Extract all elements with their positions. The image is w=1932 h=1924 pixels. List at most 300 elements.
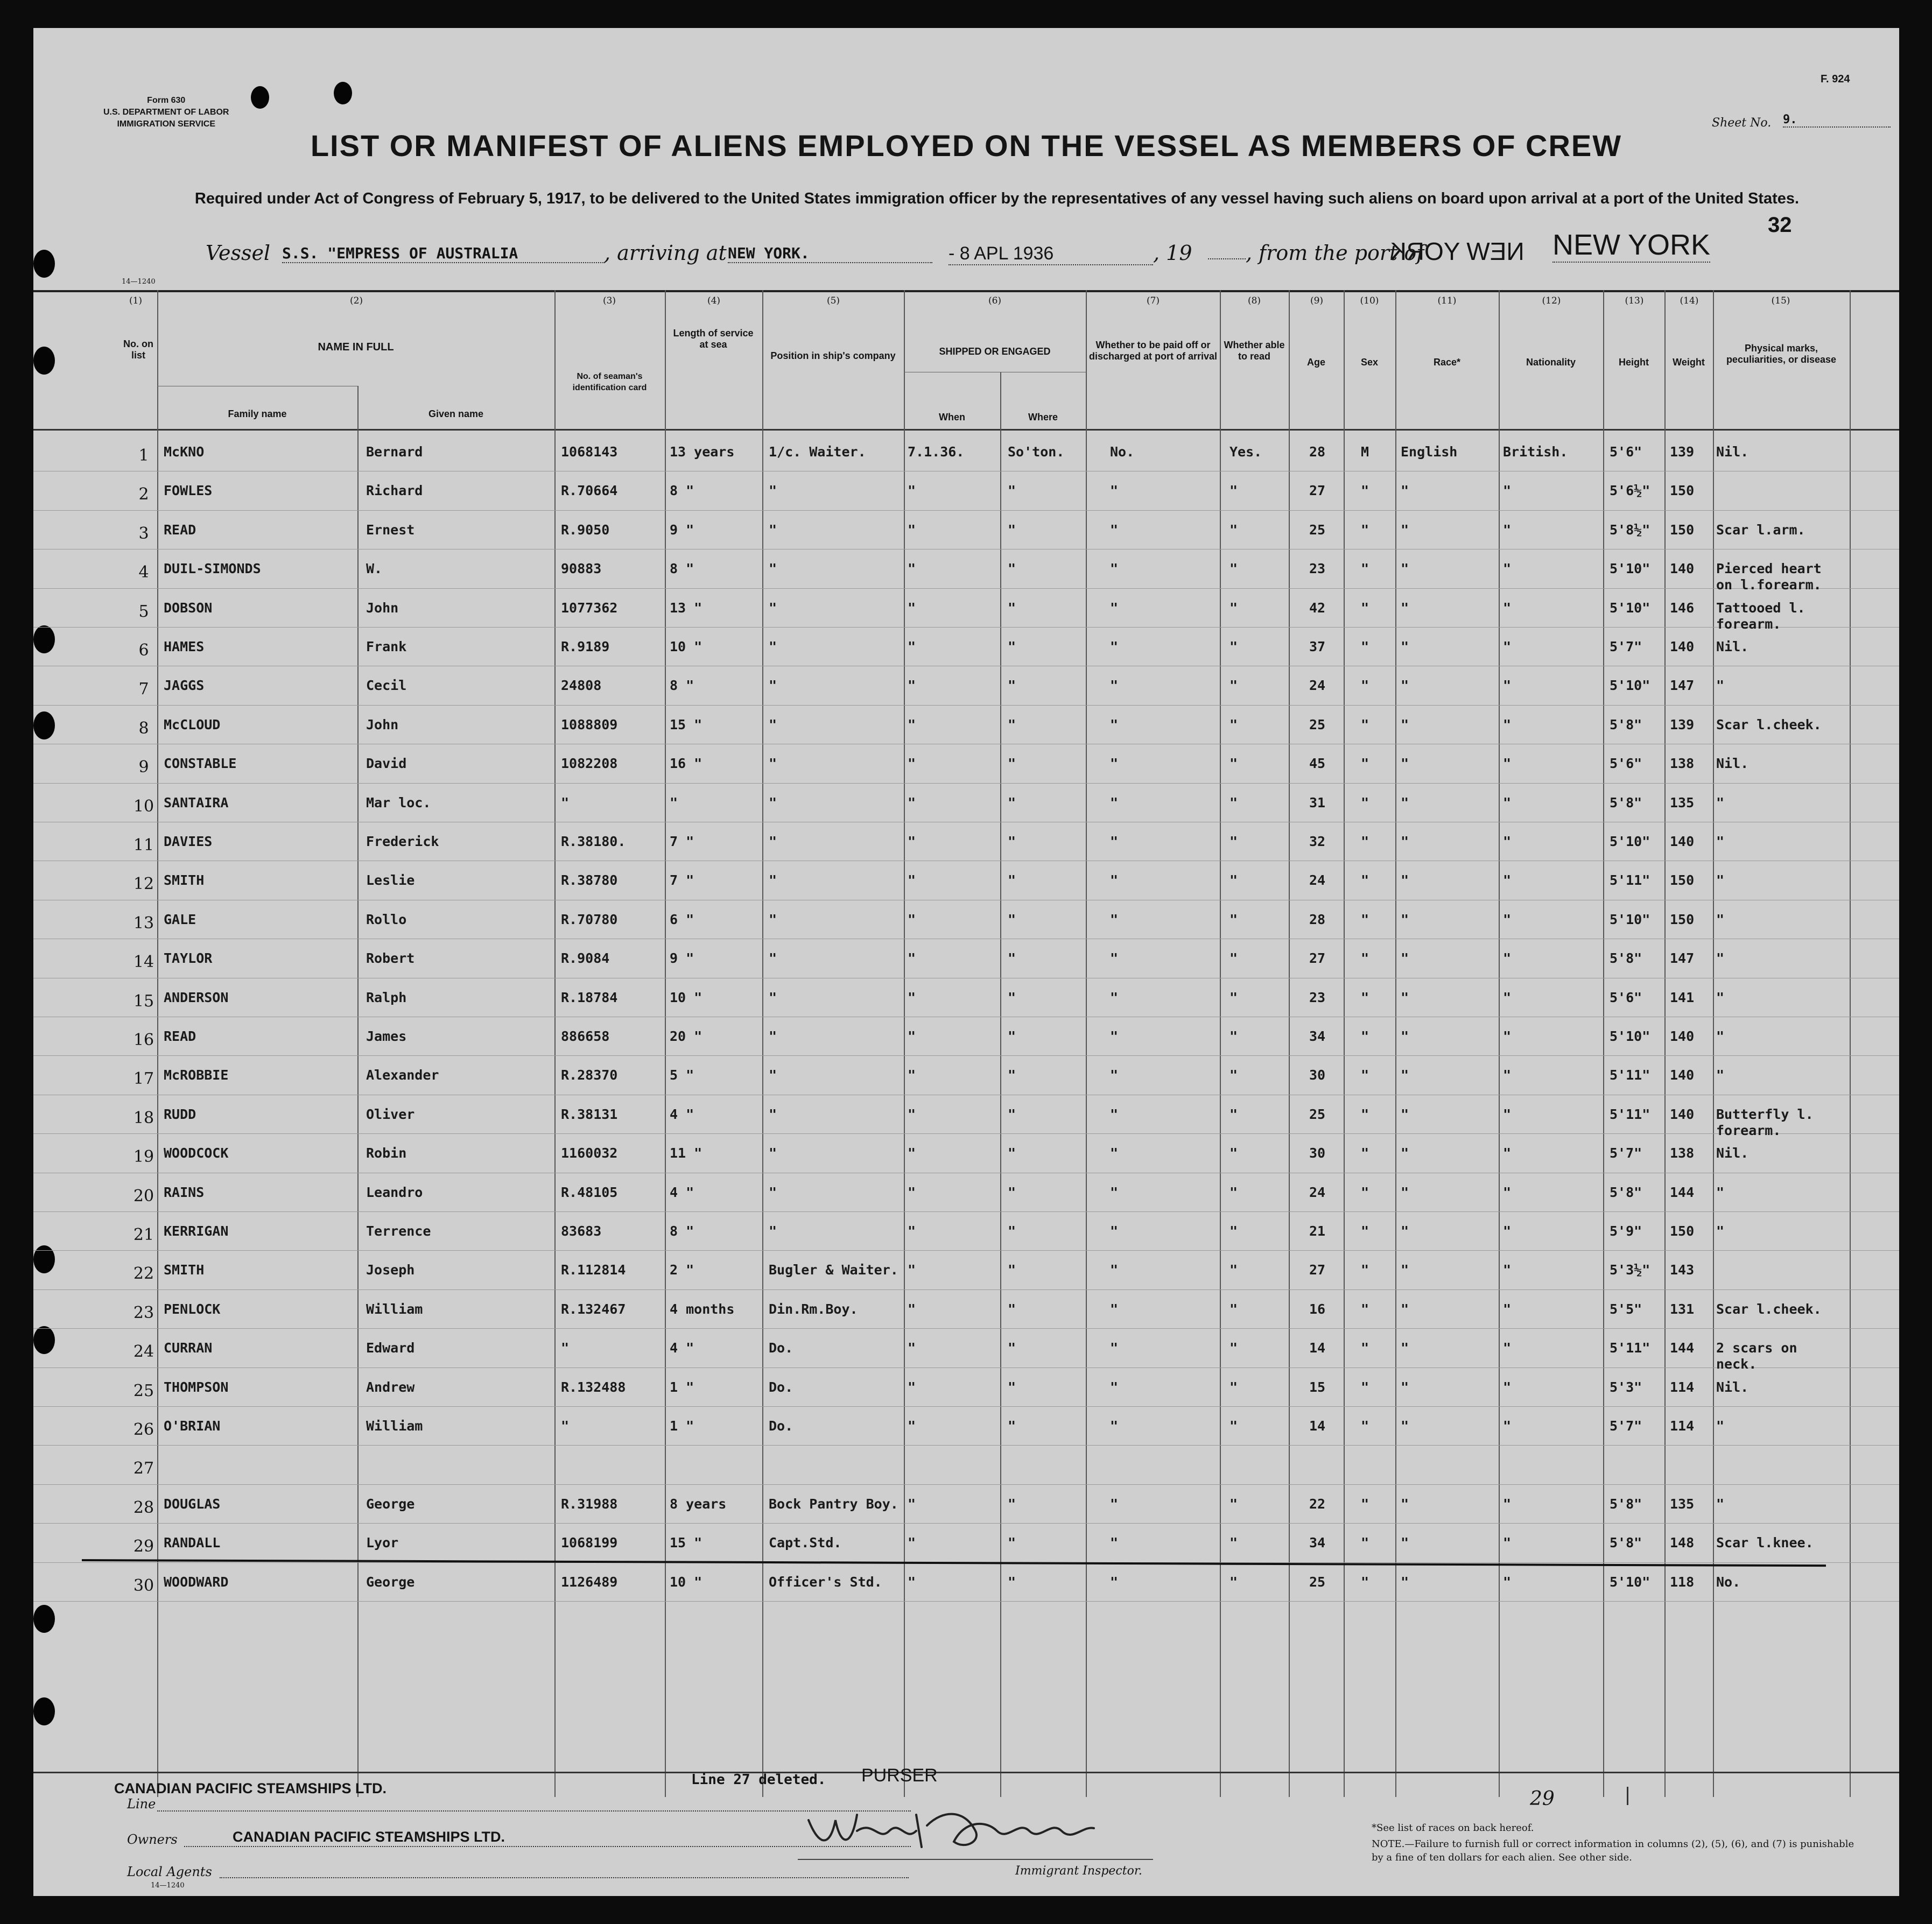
arriving-label: , arriving at [604,241,727,265]
shipped-when: " [908,756,916,772]
line-blank [157,1810,911,1812]
able-to-read: " [1230,1301,1238,1317]
physical-marks: " [1716,1496,1725,1512]
weight: 118 [1670,1574,1695,1590]
port-stamp-mirrored: NEW YORK [1390,237,1524,265]
table-row [33,1097,1899,1136]
age: 28 [1309,911,1326,927]
sex: " [1361,600,1369,616]
physical-marks: Scar l.knee. [1716,1535,1814,1551]
row-number: 2 [138,485,149,504]
table-row [33,668,1899,707]
weight: 150 [1670,483,1695,499]
table-row [33,551,1899,593]
sex: " [1361,911,1369,927]
row-number: 18 [133,1108,154,1127]
given-name: George [366,1496,415,1512]
year-blank [1208,258,1246,259]
shipped-where: " [1008,1535,1016,1551]
sex: " [1361,1145,1369,1161]
height: 5'6" [1610,989,1642,1005]
family-name: DOBSON [164,600,213,616]
sex: M [1361,444,1369,460]
age: 25 [1309,521,1326,538]
shipped-when: " [908,1184,916,1200]
weight: 147 [1670,678,1695,694]
weight: 144 [1670,1184,1695,1200]
race: " [1401,834,1409,849]
paid-off: " [1110,989,1119,1005]
family-name: McCLOUD [164,716,221,732]
family-name: DOUGLAS [164,1496,221,1512]
age: 25 [1309,716,1326,732]
sex: " [1361,561,1369,577]
table-row [33,1058,1899,1096]
family-name: SMITH [164,872,205,889]
table-row [33,1370,1899,1408]
age: 27 [1309,1262,1326,1278]
nationality: " [1503,911,1512,927]
weight: 140 [1670,639,1695,654]
id-card-number: R.38780 [561,872,618,889]
sex: " [1361,1184,1369,1200]
paid-off: " [1110,1535,1119,1551]
race: English [1401,444,1458,460]
physical-marks: Nil. [1716,756,1749,772]
weight: 150 [1670,872,1695,889]
service-length: 4 " [670,1106,694,1122]
position: " [769,521,777,538]
id-card-number: R.132488 [561,1379,626,1395]
height: 5'11" [1610,1106,1650,1122]
shipped-where: " [1008,1106,1016,1122]
position: " [769,600,777,616]
sex: " [1361,756,1369,772]
nationality: " [1503,1145,1512,1161]
race: " [1401,872,1409,889]
age: 30 [1309,1067,1326,1083]
age: 24 [1309,872,1326,889]
row-number: 28 [133,1498,154,1517]
position: " [769,911,777,927]
position: " [769,639,777,654]
height: 5'8" [1610,1496,1642,1512]
given-name: Rollo [366,911,407,927]
paid-off: " [1110,1574,1119,1590]
family-name: McKNO [164,444,205,460]
weight: 114 [1670,1418,1695,1434]
race: " [1401,911,1409,927]
header-sex: Sex [1360,357,1379,368]
age: 37 [1309,639,1326,654]
position: " [769,950,777,967]
height: 5'10" [1610,600,1650,616]
nationality: " [1503,1301,1512,1317]
arrival-port: NEW YORK. [728,244,932,263]
able-to-read: Yes. [1230,444,1262,460]
paid-off: " [1110,794,1119,811]
height: 5'10" [1610,1028,1650,1044]
penalty-note: NOTE.—Failure to furnish full or correct information in columns (2), (5), (6), and (7) is punishable by a fine of ten dollars for each alien. See other side. [1372,1838,1854,1863]
table-row [33,1175,1899,1214]
header-age: Age [1306,357,1325,368]
row-number: 9 [138,758,149,777]
shipped-when: " [908,1145,916,1161]
nationality: " [1503,561,1512,577]
id-card-number: 1068143 [561,444,618,460]
id-card-number: R.70664 [561,483,618,499]
shipped-where: " [1008,1223,1016,1239]
id-card-number: " [561,1340,570,1356]
paid-off: " [1110,1418,1119,1434]
row-number: 11 [133,836,154,855]
weight: 135 [1670,1496,1695,1512]
age: 25 [1309,1106,1326,1122]
height: 5'3½" [1610,1262,1650,1278]
shipped-where: " [1008,600,1016,616]
shipped-when: " [908,1496,916,1512]
height: 5'11" [1610,1340,1650,1356]
shipped-where: " [1008,1574,1016,1590]
row-number: 7 [138,680,149,699]
physical-marks: " [1716,950,1725,967]
physical-marks: 2 scars on neck. [1716,1340,1797,1372]
position: " [769,1106,777,1122]
shipped-where: " [1008,1184,1016,1200]
family-name: SMITH [164,1262,205,1278]
col-number: (10) [1360,295,1379,306]
race: " [1401,1496,1409,1512]
physical-marks: " [1716,794,1725,811]
height: 5'8½" [1610,521,1650,538]
shipped-when: 7.1.36. [908,444,965,460]
nationality: " [1503,1223,1512,1239]
shipped-when: " [908,911,916,927]
position: Din.Rm.Boy. [769,1301,858,1317]
nationality: " [1503,989,1512,1005]
paid-off: " [1110,1067,1119,1083]
physical-marks: " [1716,872,1725,889]
height: 5'10" [1610,1574,1650,1590]
physical-marks: Pierced heart on l.forearm. [1716,561,1822,593]
given-name: Richard [366,483,423,499]
height: 5'11" [1610,1067,1650,1083]
physical-marks: " [1716,1184,1725,1200]
shipped-when: " [908,1223,916,1239]
id-card-number: R.9084 [561,950,610,967]
row-number: 17 [133,1069,154,1089]
family-name: RANDALL [164,1535,221,1551]
service-length: 5 " [670,1067,694,1083]
shipped-where: " [1008,639,1016,654]
paid-off: " [1110,1184,1119,1200]
position: " [769,872,777,889]
race: " [1401,1379,1409,1395]
given-name: Edward [366,1340,415,1356]
shipped-where: So'ton. [1008,444,1065,460]
table-row [33,590,1899,632]
family-name: McROBBIE [164,1067,229,1083]
table-row [33,902,1899,941]
shipped-when: " [908,1301,916,1317]
sex: " [1361,1028,1369,1044]
paid-off: " [1110,483,1119,499]
row-number: 20 [133,1186,154,1206]
header-when: When [939,412,965,422]
family-name: RAINS [164,1184,205,1200]
nationality: " [1503,716,1512,732]
shipped-when: " [908,1106,916,1122]
age: 25 [1309,1574,1326,1590]
shipped-where: " [1008,950,1016,967]
given-name: Frank [366,639,407,654]
given-name: Robin [366,1145,407,1161]
given-name: Robert [366,950,415,967]
nationality: " [1503,1418,1512,1434]
race: " [1401,1145,1409,1161]
shipped-when: " [908,483,916,499]
paid-off: " [1110,1145,1119,1161]
physical-marks: Nil. [1716,444,1749,460]
given-name: John [366,716,399,732]
inspector-label: Immigrant Inspector. [1015,1864,1142,1878]
id-card-number: 1126489 [561,1574,618,1590]
footer-rule [33,1772,1899,1773]
given-name: Ernest [366,521,415,538]
form-info [103,95,229,130]
service-length: 4 " [670,1340,694,1356]
physical-marks: No. [1716,1574,1741,1590]
sex: " [1361,1574,1369,1590]
shipped-where: " [1008,1418,1016,1434]
able-to-read: " [1230,1262,1238,1278]
row-number: 4 [138,563,149,582]
age: 14 [1309,1418,1326,1434]
able-to-read: " [1230,872,1238,889]
row-number: 3 [138,524,149,543]
paid-off: " [1110,950,1119,967]
paid-off: " [1110,1340,1119,1356]
position: Do. [769,1418,793,1434]
sex: " [1361,1067,1369,1083]
given-name: Terrence [366,1223,431,1239]
race: " [1401,483,1409,499]
form-code: F. 924 [1821,73,1850,85]
position: Do. [769,1379,793,1395]
position: Bugler & Waiter. [769,1262,898,1278]
race: " [1401,989,1409,1005]
able-to-read: " [1230,911,1238,927]
position: " [769,1145,777,1161]
weight: 138 [1670,756,1695,772]
shipped-when: " [908,678,916,694]
paid-off: " [1110,561,1119,577]
form-number: Form 630 [147,96,186,105]
height: 5'8" [1610,950,1642,967]
age: 28 [1309,444,1326,460]
family-name: TAYLOR [164,950,213,967]
service-length: 13 " [670,600,702,616]
owners-label: Owners [127,1832,178,1847]
table-row [33,1019,1899,1058]
sex: " [1361,521,1369,538]
height: 5'6½" [1610,483,1650,499]
able-to-read: " [1230,1496,1238,1512]
race: " [1401,1418,1409,1434]
height: 5'9" [1610,1223,1642,1239]
shipped-where: " [1008,1496,1016,1512]
given-name: William [366,1418,423,1434]
service: IMMIGRATION SERVICE [117,119,215,129]
position: " [769,483,777,499]
purser-stamp: PURSER [861,1765,938,1786]
weight: 150 [1670,911,1695,927]
physical-marks: Nil. [1716,1145,1749,1161]
weight: 143 [1670,1262,1695,1278]
physical-marks: " [1716,834,1725,849]
age: 24 [1309,1184,1326,1200]
shipped-when: " [908,1574,916,1590]
table-row [33,863,1899,901]
weight: 150 [1670,521,1695,538]
nationality: " [1503,678,1512,694]
row-number: 14 [133,953,154,972]
given-name: James [366,1028,407,1044]
race: " [1401,1535,1409,1551]
shipped-where: " [1008,1028,1016,1044]
shipped-where: " [1008,989,1016,1005]
service-length: 7 " [670,872,694,889]
given-name: Joseph [366,1262,415,1278]
page-subtitle: Required under Act of Congress of February 5, 1917, to be delivered to the United States immigration officer by the representatives of any vessel having such aliens on board upon arrival at a port of the United States. [194,190,1800,207]
shipped-when: " [908,1379,916,1395]
weight: 140 [1670,1028,1695,1044]
shipped-where: " [1008,716,1016,732]
race: " [1401,1067,1409,1083]
weight: 146 [1670,600,1695,616]
weight: 141 [1670,989,1695,1005]
height: 5'11" [1610,872,1650,889]
handwritten-number: 29 [1530,1788,1555,1810]
col-number: (9) [1310,295,1324,306]
id-card-number: R.31988 [561,1496,618,1512]
line-label: Line [127,1796,156,1812]
service-length: 4 " [670,1184,694,1200]
col-number: (15) [1771,295,1790,306]
id-card-number: 886658 [561,1028,610,1044]
header-given-name: Given name [428,408,484,419]
row-number: 21 [133,1225,154,1244]
service-length: 10 " [670,989,702,1005]
age: 32 [1309,834,1326,849]
age: 31 [1309,794,1326,811]
family-name: READ [164,1028,196,1044]
given-name: Ralph [366,989,407,1005]
id-card-number: 1160032 [561,1145,618,1161]
paid-off: " [1110,1223,1119,1239]
family-name: READ [164,521,196,538]
table-header-rule [33,429,1899,431]
able-to-read: " [1230,989,1238,1005]
able-to-read: " [1230,756,1238,772]
given-name: W. [366,561,383,577]
physical-marks: Nil. [1716,1379,1749,1395]
paid-off: " [1110,872,1119,889]
given-name: John [366,600,399,616]
physical-marks: " [1716,1028,1725,1044]
nationality: " [1503,1496,1512,1512]
id-card-number: R.132467 [561,1301,626,1317]
physical-marks: Tattooed l. forearm. [1716,600,1805,632]
able-to-read: " [1230,483,1238,499]
physical-marks: Scar l.cheek. [1716,716,1822,732]
given-name: David [366,756,407,772]
position: 1/c. Waiter. [769,444,866,460]
table-row [33,1292,1899,1330]
service-length: 8 " [670,678,694,694]
paid-off: " [1110,600,1119,616]
able-to-read: " [1230,678,1238,694]
id-card-number: " [561,794,570,811]
id-card-number: 1082208 [561,756,618,772]
header-id-card: No. of seaman's identification card [572,372,647,392]
height: 5'7" [1610,1145,1642,1161]
race: " [1401,1106,1409,1122]
col-number: (3) [602,295,616,306]
given-name: Leslie [366,872,415,889]
inspector-signature [803,1799,1105,1858]
shipped-where: " [1008,678,1016,694]
service-length: 8 " [670,483,694,499]
shipped-when: " [908,1535,916,1551]
row-number: 6 [138,641,149,660]
nationality: " [1503,1574,1512,1590]
id-card-number: R.48105 [561,1184,618,1200]
header-physical-marks: Physical marks, peculiarities, or disease [1726,343,1837,365]
age: 24 [1309,678,1326,694]
header-nationality: Nationality [1526,357,1576,368]
owners-stamp: CANADIAN PACIFIC STEAMSHIPS LTD. [233,1829,505,1845]
shipped-when: " [908,521,916,538]
weight: 148 [1670,1535,1695,1551]
sex: " [1361,1535,1369,1551]
page-title: LIST OR MANIFEST OF ALIENS EMPLOYED ON THE VESSEL AS MEMBERS OF CREW [310,129,1622,163]
age: 16 [1309,1301,1326,1317]
race: " [1401,561,1409,577]
col-number: (4) [707,295,721,306]
service-length: 8 " [670,561,694,577]
able-to-read: " [1230,521,1238,538]
footer-print-code: 14—1240 [151,1881,185,1890]
position: " [769,989,777,1005]
position: " [769,1028,777,1044]
page-number-stamp: 32 [1768,213,1792,237]
physical-marks: " [1716,678,1725,694]
row-number: 22 [133,1264,154,1284]
local-agents-blank [220,1877,909,1878]
id-card-number: R.9050 [561,521,610,538]
nationality: " [1503,1028,1512,1044]
position: " [769,1067,777,1083]
able-to-read: " [1230,1535,1238,1551]
crew-table [33,290,1899,1835]
family-name: CURRAN [164,1340,213,1356]
paid-off: " [1110,1262,1119,1278]
shipped-where: " [1008,521,1016,538]
sex: " [1361,1496,1369,1512]
row-number: 12 [133,875,154,894]
header-no-on-list: No. on list [123,339,153,361]
